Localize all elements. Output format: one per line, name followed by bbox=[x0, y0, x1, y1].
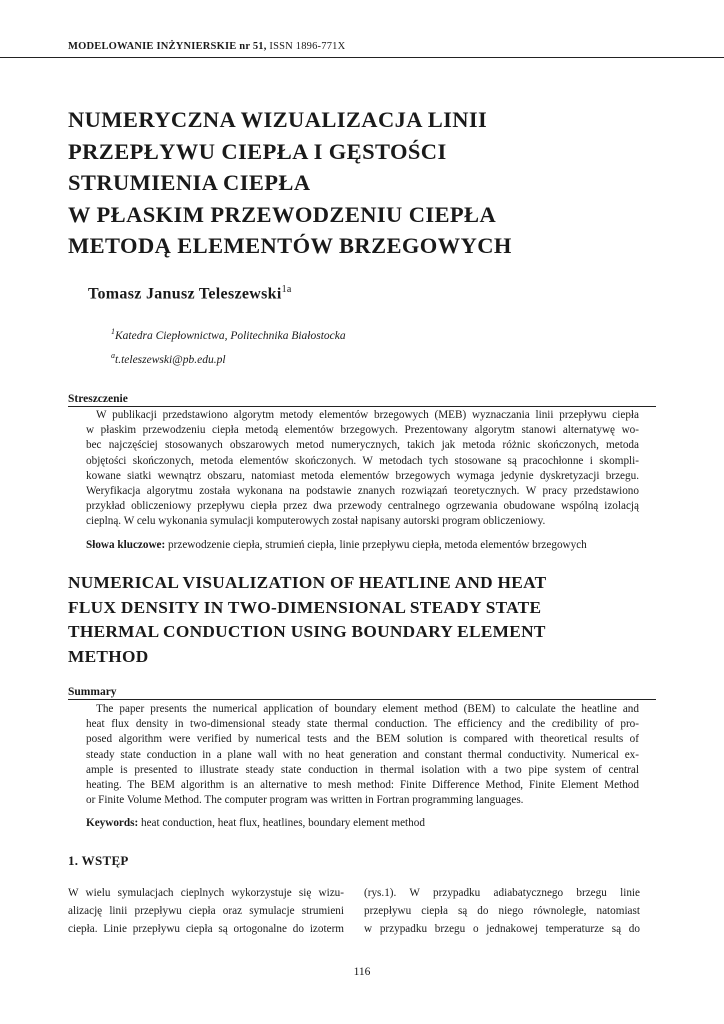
abstract-pl-line: bec najczęściej stosowanych obszarowych metod numerycznych, takich jak metoda różnic skończonych, metoda bbox=[86, 439, 639, 452]
author-sup: 1a bbox=[281, 284, 292, 295]
title-english bbox=[68, 571, 658, 669]
affiliation-sup: 1 bbox=[111, 327, 115, 336]
body-line: (rys.1). W przypadku adiabatycznego brzegu linie bbox=[364, 887, 640, 899]
abstract-pl-line: W publikacji przedstawiono algorytm metody elementów brzegowych (MEB) wyznaczania linii przepływu ciepła bbox=[96, 409, 639, 421]
title-polish bbox=[68, 104, 658, 262]
affiliation-email bbox=[111, 346, 346, 370]
body-line: przepływu ciepła są do niego równoległe, natomiast bbox=[364, 905, 640, 917]
affiliation-text: Katedra Ciepłownictwa, Politechnika Białostocka bbox=[115, 329, 346, 342]
abstract-en-line: posed algorithm were verified by numerical tests and the BEM solution is compared with theoretical results of bbox=[86, 733, 639, 746]
body-column-right bbox=[364, 884, 640, 938]
title-en-line: METHOD bbox=[68, 646, 149, 666]
author bbox=[88, 284, 292, 303]
title-en-line: THERMAL CONDUCTION USING BOUNDARY ELEMENT bbox=[68, 622, 546, 641]
title-en-line: FLUX DENSITY IN TWO-DIMENSIONAL STEADY STATE bbox=[68, 597, 542, 617]
abstract-pl-line: w płaskim przewodzeniu ciepła metodą elementów brzegowych. Prezentowany algorytm stanowi alternatywę wo- bbox=[86, 424, 639, 437]
abstract-en-line: heating. The BEM algorithm is an alternative to mesh method: Finite Difference Method, Finite Element Method bbox=[86, 779, 639, 792]
keywords-pl-text: przewodzenie ciepła, strumień ciepła, linie przepływu ciepła, metoda elementów brzegowych bbox=[168, 539, 587, 551]
abstract-en-line: heat flux density in two-dimensional steady state thermal conduction. The efficiency and the credibility of pro- bbox=[86, 718, 639, 731]
body-line: w przypadku brzegu o jednakowej temperaturze są do bbox=[364, 923, 640, 935]
body-column-left bbox=[68, 884, 344, 938]
journal-issn: ISSN 1896-771X bbox=[269, 41, 346, 52]
abstract-pl-heading: Streszczenie bbox=[68, 393, 128, 405]
abstract-pl-line: kowane siatki wewnątrz obszaru, natomiast metoda elementów brzegowych wymaga jedynie dyskretyzacji brzegu. bbox=[86, 469, 639, 482]
abstract-pl-line: cieplną. W celu wykonania symulacji komputerowych został napisany autorski program obliczeniowy. bbox=[86, 515, 546, 528]
title-pl-line: W PŁASKIM PRZEWODZENIU CIEPŁA bbox=[68, 201, 497, 227]
section-heading: 1. WSTĘP bbox=[68, 853, 129, 868]
keywords-en-text: heat conduction, heat flux, heatlines, boundary element method bbox=[141, 817, 425, 829]
abstract-en-heading: Summary bbox=[68, 686, 117, 698]
abstract-pl-line: Weryfikacja algorytmu została wykonana na podstawie znanych rozwiązań teoretycznych. W pracy przedstawiono bbox=[86, 485, 639, 498]
abstract-pl-body bbox=[86, 408, 639, 530]
journal-name: MODELOWANIE INŻYNIERSKIE nr 51, bbox=[68, 41, 267, 52]
abstract-en-line: ample is presented to illustrate steady state conduction in thermal isolation with a two pipe system of central bbox=[86, 763, 639, 776]
keywords-en-label: Keywords: bbox=[86, 817, 139, 829]
abstract-pl-line: przykład obliczeniowy przepływu ciepła przez dwa przewody centralnego ogrzewania obudowane wspólną izolacją bbox=[86, 500, 639, 513]
keywords-pl-label: Słowa kluczowe: bbox=[86, 539, 166, 551]
header-rule bbox=[0, 57, 724, 58]
abstract-pl-line: objętości skończonych, metoda elementów skończonych. W metodach tych stosowane są pracochłonne i skompli- bbox=[86, 454, 639, 467]
affiliation-line bbox=[111, 322, 346, 346]
body-line: W wielu symulacjach cieplnych wykorzystuje się wizu- bbox=[68, 887, 344, 899]
abstract-en-line: or Finite Volume Method. The computer program was written in Fortran programming languages. bbox=[86, 794, 524, 807]
title-en-line: NUMERICAL VISUALIZATION OF HEATLINE AND HEAT bbox=[68, 573, 547, 592]
affiliations bbox=[111, 322, 346, 370]
abstract-en-rule bbox=[68, 699, 656, 700]
keywords-pl bbox=[86, 539, 587, 551]
page-number: 116 bbox=[353, 966, 371, 978]
title-pl-line: PRZEPŁYWU CIEPŁA I GĘSTOŚCI bbox=[68, 138, 447, 164]
abstract-en-line: steady state conduction in a plane wall with no heat generation and constant thermal conductivity. Numerical ex- bbox=[86, 748, 639, 761]
body-line: alizację linii przepływu ciepła oraz symulacje strumieni bbox=[68, 905, 344, 917]
journal-header bbox=[68, 41, 345, 52]
body-line: ciepła. Linie przepływu ciepła są ortogonalne do izoterm bbox=[68, 923, 344, 935]
keywords-en bbox=[86, 817, 425, 829]
abstract-en-body bbox=[86, 702, 639, 808]
title-pl-line: NUMERYCZNA WIZUALIZACJA LINII bbox=[68, 107, 488, 132]
email-text: t.teleszewski@pb.edu.pl bbox=[115, 353, 226, 366]
author-name: Tomasz Janusz Teleszewski bbox=[88, 285, 282, 303]
title-pl-line: STRUMIENIA CIEPŁA bbox=[68, 170, 311, 195]
affiliation-sup: a bbox=[111, 350, 115, 360]
abstract-en-line: The paper presents the numerical application of boundary element method (BEM) to calculate the heatline and bbox=[96, 703, 639, 715]
title-pl-line: METODĄ ELEMENTÓW BRZEGOWYCH bbox=[68, 233, 512, 258]
abstract-pl-rule bbox=[68, 406, 656, 407]
